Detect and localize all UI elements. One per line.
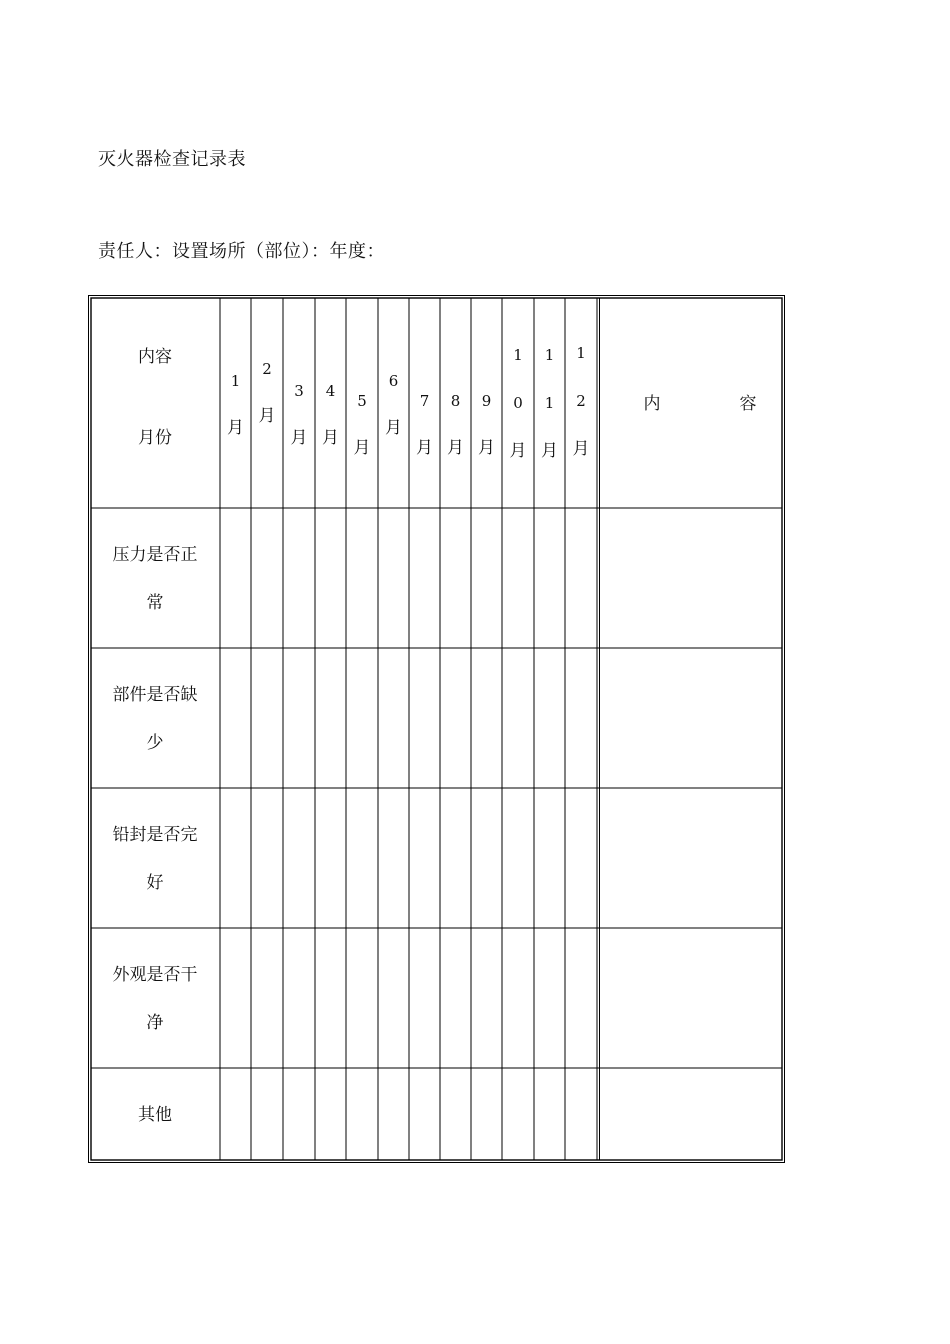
table-header (138, 344, 757, 461)
month-header (227, 372, 244, 438)
month-header (354, 392, 371, 458)
month-char: 月 (509, 441, 527, 461)
month-char: 月 (258, 406, 276, 426)
month-number: 2 (576, 392, 586, 410)
table-frame-inner (91, 298, 782, 1160)
month-header (291, 382, 308, 448)
table-row (113, 825, 198, 893)
month-number: 5 (357, 392, 367, 410)
month-char: 月 (322, 428, 339, 448)
month-number: 8 (450, 392, 461, 410)
month-header (385, 372, 402, 438)
month-header (259, 360, 276, 426)
month-char: 月 (541, 441, 558, 461)
row-label: 外观是否干 (112, 965, 198, 985)
table-grid (89, 296, 785, 1163)
right-header-char: 容 (739, 394, 757, 414)
month-number: 6 (388, 372, 399, 390)
row-label: 少 (146, 733, 164, 753)
month-number: 1 (544, 346, 555, 364)
row-label: 净 (146, 1013, 164, 1033)
right-header-char: 内 (643, 394, 661, 414)
corner-label-bottom: 月份 (138, 428, 172, 448)
month-header (416, 392, 433, 458)
month-char: 月 (385, 418, 402, 438)
month-number: 1 (544, 394, 555, 412)
table-row (138, 1104, 172, 1125)
table-row (113, 685, 198, 753)
corner-label-top: 内容 (138, 347, 172, 367)
row-label: 部件是否缺 (112, 685, 198, 705)
month-header (510, 346, 527, 461)
month-number: 0 (513, 394, 523, 412)
month-number: 7 (419, 392, 430, 410)
month-header (447, 392, 464, 458)
table-row (113, 545, 198, 613)
month-header (322, 382, 339, 448)
month-char: 月 (227, 418, 244, 438)
month-char: 月 (353, 438, 371, 458)
row-label: 压力是否正 (112, 545, 198, 565)
month-number: 1 (513, 346, 523, 364)
month-number: 3 (294, 382, 304, 400)
meta-line: 责任人：设置场所（部位）：年度： (98, 241, 385, 262)
month-char: 月 (416, 438, 433, 458)
row-label: 铅封是否完 (112, 825, 198, 845)
row-label: 好 (146, 873, 164, 893)
month-number: 9 (481, 392, 492, 410)
month-number: 4 (325, 382, 336, 400)
month-char: 月 (478, 438, 495, 458)
table-row (113, 965, 198, 1033)
month-number: 2 (262, 360, 272, 378)
month-number: 1 (576, 344, 586, 362)
month-header (573, 344, 590, 459)
month-char: 月 (447, 438, 464, 458)
month-char: 月 (290, 428, 308, 448)
table-body (113, 545, 198, 1125)
row-label: 其他 (138, 1105, 172, 1125)
month-header (541, 346, 558, 461)
table-frame-outer (89, 296, 785, 1163)
page-title: 灭火器检查记录表 (98, 149, 246, 170)
month-char: 月 (572, 439, 590, 459)
month-header (478, 392, 495, 458)
month-number: 1 (230, 372, 241, 390)
row-label: 常 (146, 593, 164, 613)
